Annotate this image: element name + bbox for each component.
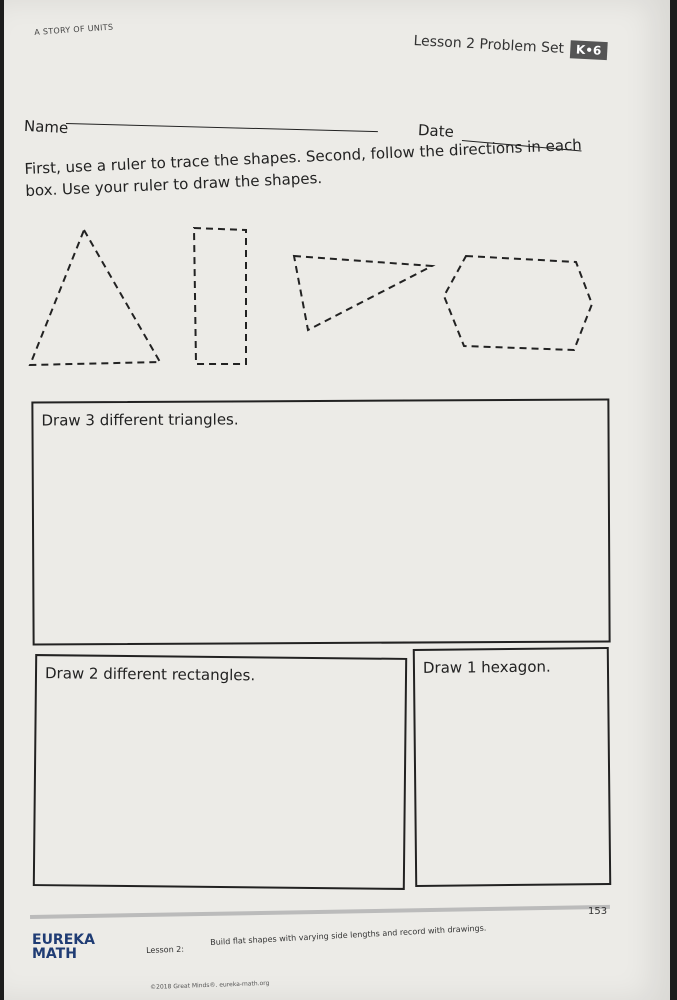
draw-rectangles-label: Draw 2 different rectangles. [44, 664, 256, 685]
instructions: First, use a ruler to trace the shapes. Second, follow the directions in each box. Use your ruler to draw the shapes. [24, 135, 583, 200]
draw-hexagon-box[interactable] [413, 647, 611, 887]
footer-description: Build flat shapes with varying side lengths and record with drawings. [210, 923, 487, 947]
trace-triangle-2 [294, 256, 432, 330]
page-number: 153 [588, 906, 608, 917]
draw-rectangles-box[interactable] [33, 654, 407, 890]
lesson-title-text: Lesson 2 Problem Set [413, 32, 565, 57]
draw-hexagon-label: Draw 1 hexagon. [422, 657, 551, 677]
eureka-math-logo [32, 933, 95, 961]
trace-rectangle [194, 228, 246, 364]
footer-lesson: Lesson 2: [146, 944, 185, 955]
name-label: Name [23, 116, 69, 138]
grade-badge: K•6 [570, 40, 608, 60]
trace-hexagon [444, 256, 592, 350]
date-label: Date [417, 121, 455, 141]
draw-triangles-label: Draw 3 different triangles. [41, 410, 239, 430]
logo-line-1: EUREKA [32, 932, 95, 948]
draw-triangles-box[interactable] [31, 398, 610, 645]
copyright: ©2018 Great Minds®. eureka-math.org [150, 979, 270, 991]
worksheet-page [4, 0, 670, 1000]
series-title: A STORY OF UNITS [34, 22, 114, 37]
trace-triangle-1 [30, 230, 160, 365]
logo-line-2: MATH [32, 946, 77, 962]
